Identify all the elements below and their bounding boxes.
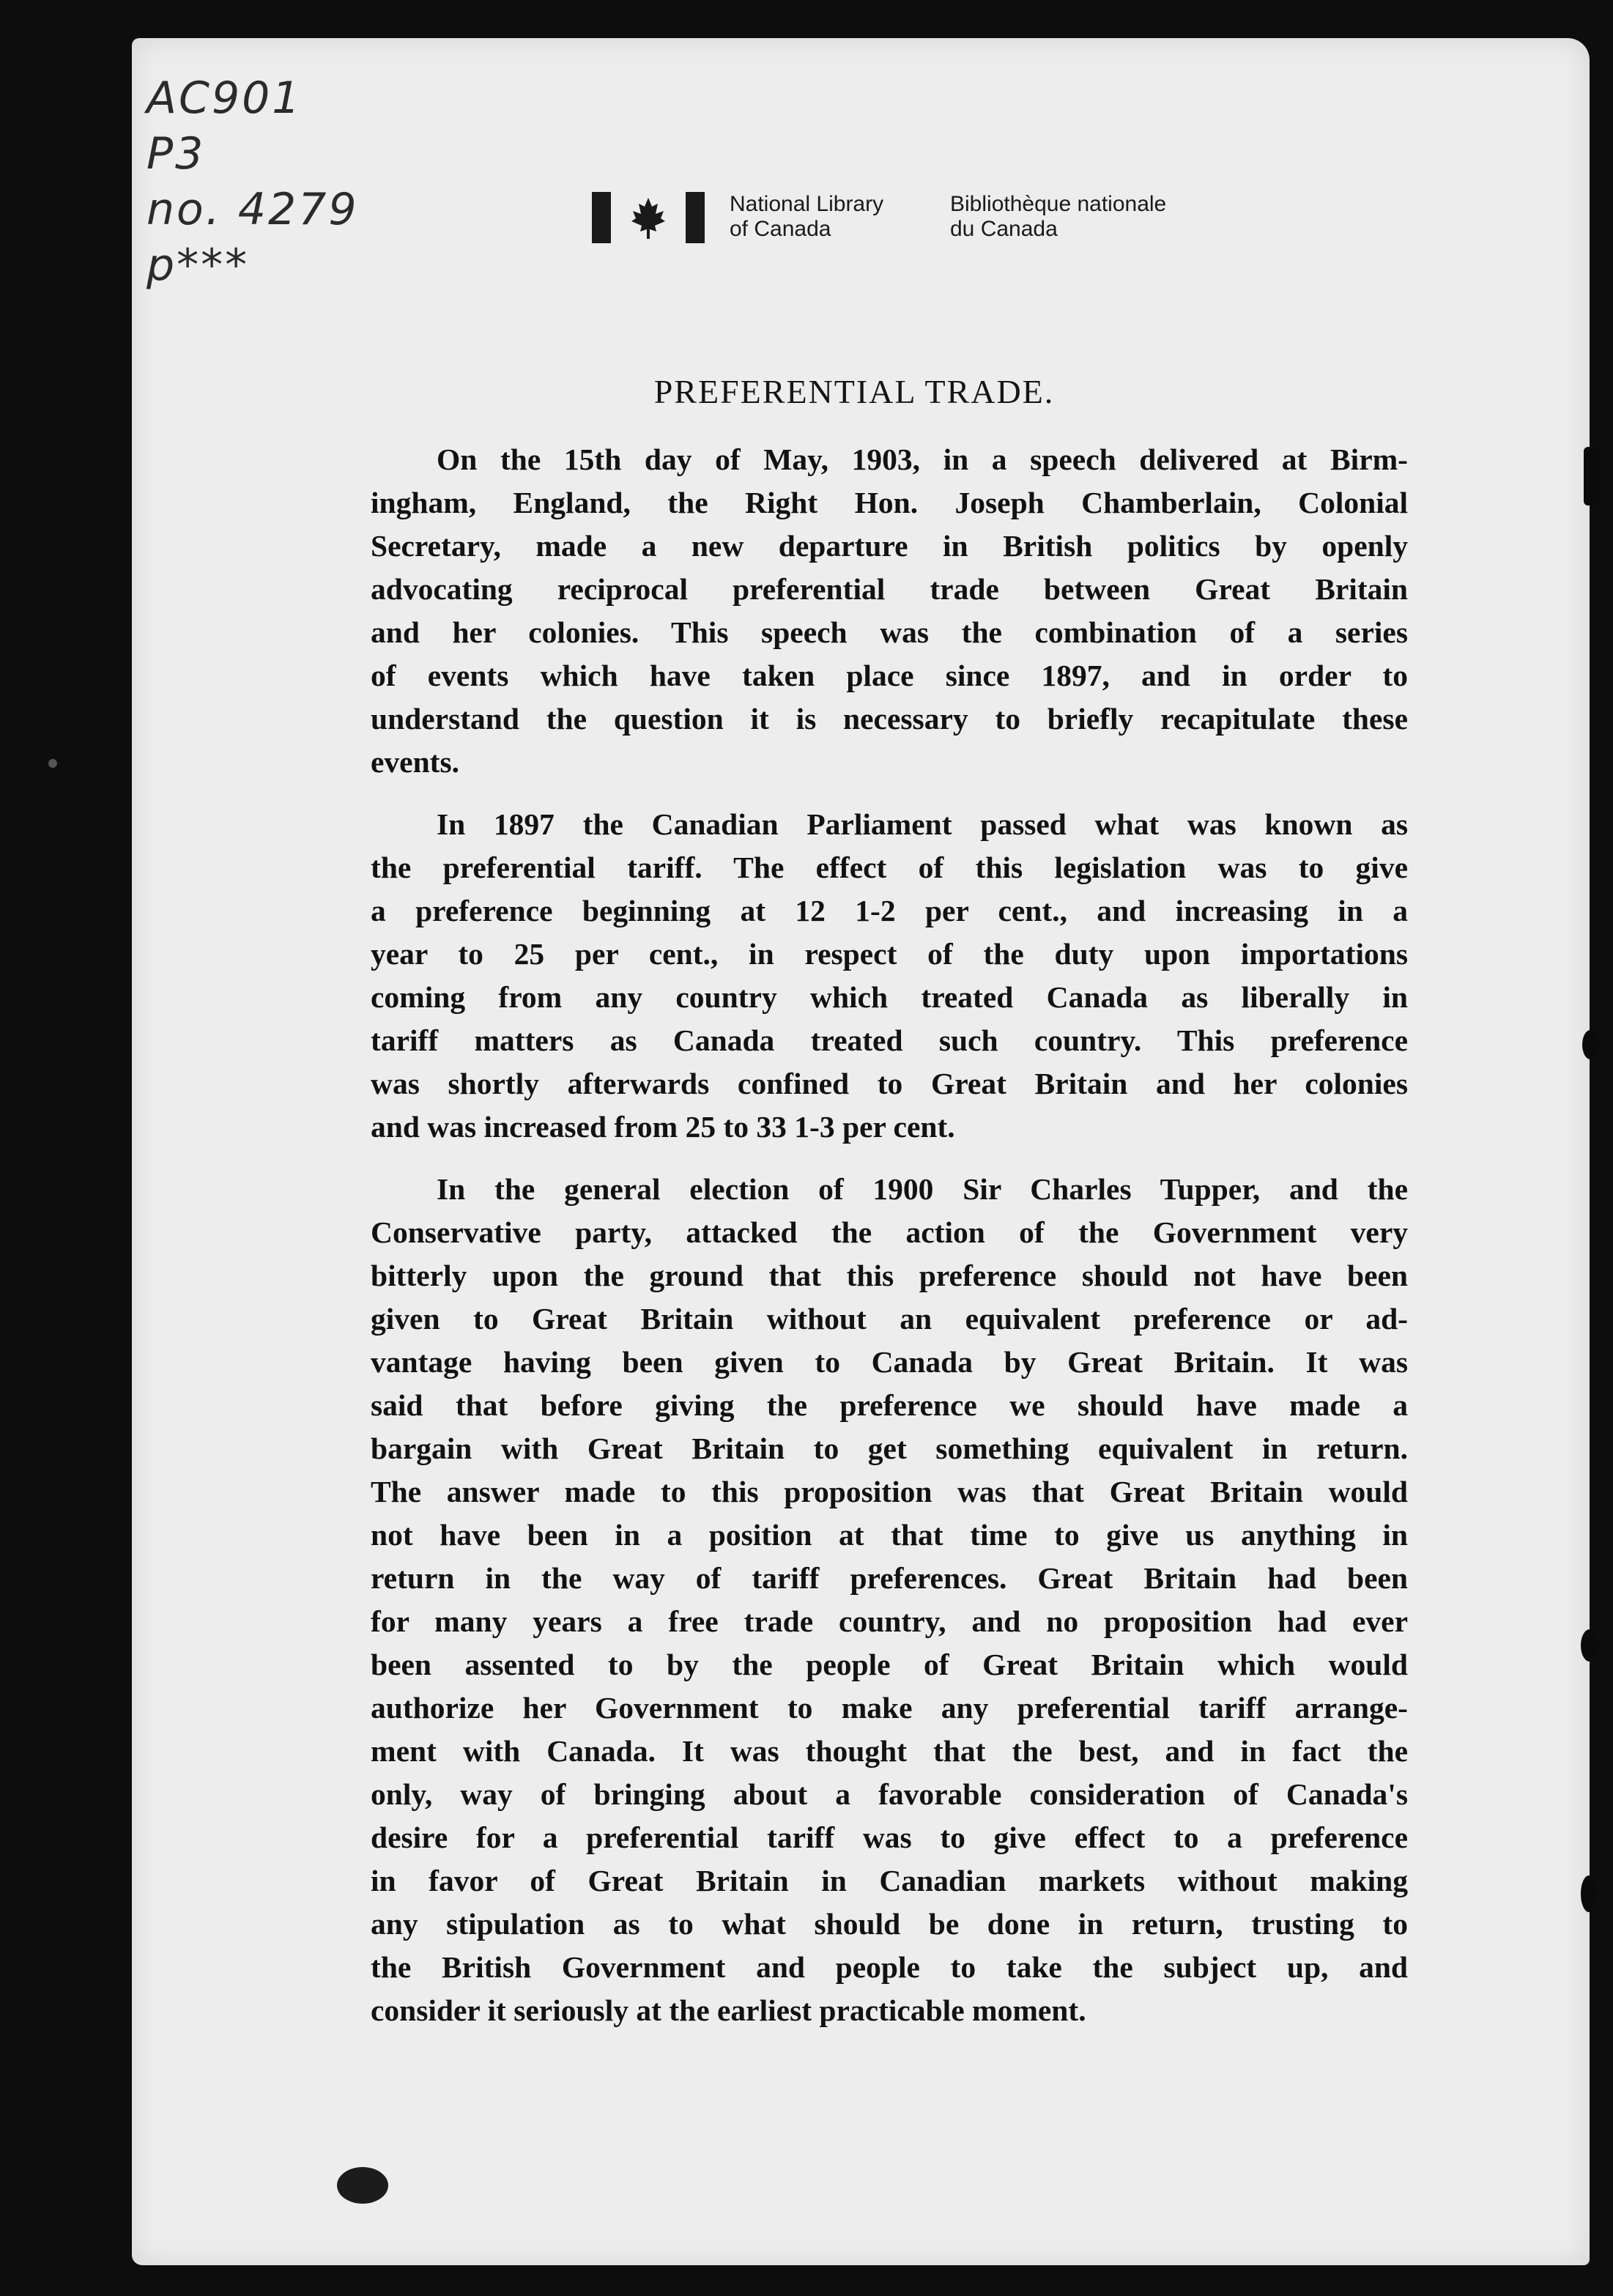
scan-mark-right-4 bbox=[1581, 1875, 1597, 1912]
text-line: and her colonies. This speech was the combination of a series bbox=[371, 615, 1408, 649]
text-line: for many years a free trade country, and no proposition had ever bbox=[371, 1604, 1408, 1638]
text-line: year to 25 per cent., in respect of the duty upon importations bbox=[371, 937, 1408, 971]
text-line: advocating reciprocal preferential trade between Great Britain bbox=[371, 572, 1408, 606]
flag-bar-left-icon bbox=[592, 192, 611, 243]
text-line: was shortly afterwards confined to Great Britain and her colonies bbox=[371, 1067, 1408, 1100]
scan-mark-bottom bbox=[337, 2167, 388, 2204]
text-line: the preferential tariff. The effect of this legislation was to give bbox=[371, 851, 1408, 884]
text-line: not have been in a position at that time to give us anything in bbox=[371, 1518, 1408, 1552]
maple-leaf-icon bbox=[630, 192, 667, 243]
handwritten-catalogue-note bbox=[147, 70, 454, 293]
scan-mark-right-3 bbox=[1581, 1629, 1598, 1662]
text-line: a preference beginning at 12 1-2 per cent., and increasing in a bbox=[371, 894, 1408, 927]
scan-mark-right-2 bbox=[1582, 1030, 1598, 1059]
text-line: understand the question it is necessary to briefly recapitulate these bbox=[371, 702, 1408, 736]
scan-mark-left bbox=[48, 759, 57, 768]
paragraph bbox=[371, 803, 1408, 1149]
document-title: PREFERENTIAL TRADE. bbox=[653, 373, 1055, 410]
text-line: tariff matters as Canada treated such country. This preference bbox=[371, 1023, 1408, 1057]
library-name-en-line2: of Canada bbox=[730, 217, 831, 241]
text-line: Conservative party, attacked the action of the Government very bbox=[371, 1215, 1408, 1249]
handwritten-line: p*** bbox=[147, 240, 250, 291]
text-line: desire for a preferential tariff was to give effect to a preference bbox=[371, 1821, 1408, 1854]
document-body bbox=[371, 438, 1408, 2051]
text-line: authorize her Government to make any preferential tariff arrange- bbox=[371, 1691, 1408, 1725]
text-line: vantage having been given to Canada by Great Britain. It was bbox=[371, 1345, 1408, 1379]
text-line: events. bbox=[371, 745, 460, 779]
text-line: the British Government and people to take the subject up, and bbox=[371, 1950, 1408, 1984]
scan-mark-right-1 bbox=[1584, 447, 1598, 506]
paragraph bbox=[371, 438, 1408, 784]
text-line: of events which have taken place since 1897, and in order to bbox=[371, 659, 1408, 692]
text-line: In 1897 the Canadian Parliament passed what was known as bbox=[437, 807, 1408, 841]
library-name-fr-line1: Bibliothèque nationale bbox=[950, 192, 1167, 216]
text-line: consider it seriously at the earliest practicable moment. bbox=[371, 1993, 1086, 2027]
flag-bar-right-icon bbox=[686, 192, 705, 243]
handwritten-line: AC901 bbox=[147, 73, 303, 124]
text-line: return in the way of tariff preferences. Great Britain had been bbox=[371, 1561, 1408, 1595]
text-line: ment with Canada. It was thought that the best, and in fact the bbox=[371, 1734, 1408, 1768]
handwritten-line: no. 4279 bbox=[147, 184, 359, 235]
library-name-english bbox=[730, 192, 883, 242]
text-line: On the 15th day of May, 1903, in a speech delivered at Birm- bbox=[437, 442, 1408, 476]
text-line: and was increased from 25 to 33 1-3 per cent. bbox=[371, 1110, 955, 1144]
text-line: in favor of Great Britain in Canadian markets without making bbox=[371, 1864, 1408, 1897]
library-name-french bbox=[950, 192, 1166, 242]
text-line: any stipulation as to what should be done in return, trusting to bbox=[371, 1907, 1408, 1941]
text-line: In the general election of 1900 Sir Charles Tupper, and the bbox=[437, 1172, 1408, 1206]
text-line: coming from any country which treated Canada as liberally in bbox=[371, 980, 1408, 1014]
library-name-fr-line2: du Canada bbox=[950, 217, 1058, 241]
text-line: given to Great Britain without an equivalent preference or ad- bbox=[371, 1302, 1408, 1336]
text-line: been assented to by the people of Great Britain which would bbox=[371, 1648, 1408, 1681]
text-line: only, way of bringing about a favorable consideration of Canada's bbox=[371, 1777, 1408, 1811]
text-line: said that before giving the preference we should have made a bbox=[371, 1388, 1408, 1422]
paragraph bbox=[371, 1168, 1408, 2032]
text-line: The answer made to this proposition was that Great Britain would bbox=[371, 1475, 1408, 1508]
text-line: bitterly upon the ground that this preference should not have been bbox=[371, 1259, 1408, 1292]
handwritten-line: P3 bbox=[147, 128, 206, 179]
text-line: Secretary, made a new departure in British politics by openly bbox=[371, 529, 1408, 563]
text-line: bargain with Great Britain to get something equivalent in return. bbox=[371, 1432, 1408, 1465]
library-name-en-line1: National Library bbox=[730, 192, 884, 216]
text-line: ingham, England, the Right Hon. Joseph Chamberlain, Colonial bbox=[371, 486, 1408, 519]
